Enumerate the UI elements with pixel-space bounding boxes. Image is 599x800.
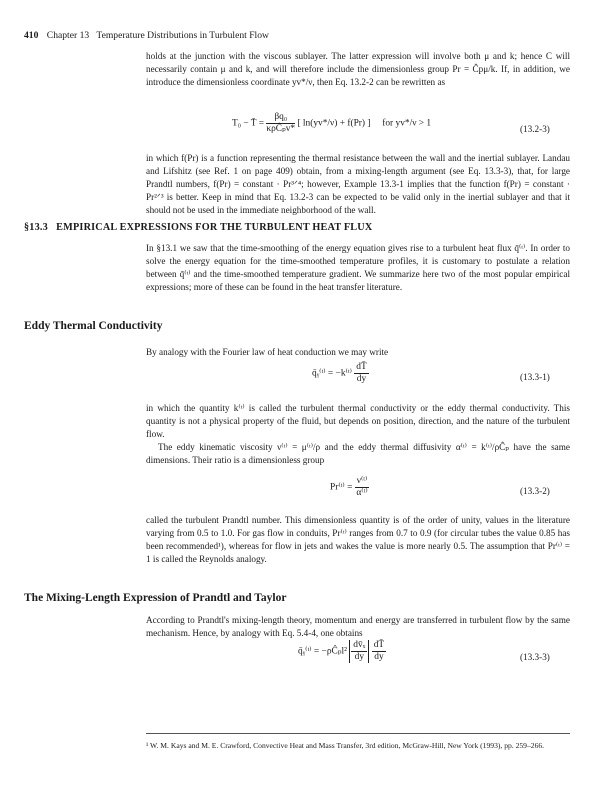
eq2-number: (13.3-1) xyxy=(520,372,550,382)
section-number: §13.3 xyxy=(24,222,48,233)
paragraph-mixing-length: According to Prandtl's mixing-length theory, momentum and energy are transferred in turbulent flow by the same mechanism. Hence, by analogy with Eq. 5.4-4, one obtains xyxy=(146,615,570,638)
eq2-fraction xyxy=(354,362,368,385)
paragraph-fpr: in which f(Pr) is a function representing the thermal resistance between the wall and the inertial sublayer. Landau and Lifshitz (see Ref. 1 on page 409) obtain, from a mixing-length argument (see Eq. 13.3-3), that, for large Prandtl numbers, f(Pr) = constant · Pr³ᐟ⁴; however, Example 13.3-1 implies that the function f(Pr) = constant · Pr²ᐟ³ is better. Keep in mind that Eq. 13.2-3 can be expected to be valid only in the inertial sublayer and that it should not be used in the immediate neighborhood of the wall. xyxy=(146,153,570,215)
eq4-lhs: q̄ᵧ⁽ᵗ⁾ = −ρĈₚl² xyxy=(298,646,347,657)
eq1-lhs: T₀ − T̄ = xyxy=(232,118,264,129)
paragraph-eddy-viscosity: The eddy kinematic viscosity ν⁽ᵗ⁾ = μ⁽ᵗ⁾/ρ and the eddy thermal diffusivity α⁽ᵗ⁾ = k⁽ᵗ⁾/ρĈₚ have the same dimensions. Their ratio is a dimensionless group xyxy=(146,442,570,465)
eq3-number: (13.3-2) xyxy=(520,486,550,496)
eq4-denominator: dy xyxy=(374,652,384,662)
paragraph-eddy-definition: in which the quantity k⁽ᵗ⁾ is called the turbulent thermal conductivity or the eddy thermal conductivity. This quantity is not a physical property of the fluid, but depends on position, direction, and the nature of the turbulent flow. xyxy=(146,403,570,439)
eq4-numerator: dT̄ xyxy=(373,640,385,650)
eq4-abs-denominator: dy xyxy=(354,652,365,662)
equation-13-3-2 xyxy=(330,476,369,499)
eq1-bracket: [ ln(yv*/ν) + f(Pr) ] xyxy=(297,118,371,129)
eq3-denominator: α⁽ᵗ⁾ xyxy=(356,488,368,498)
footnote: ¹ W. M. Kays and M. E. Crawford, Convective Heat and Mass Transfer, 3rd edition, McGraw-Hill, New York (1993), pp. 259–266. xyxy=(146,741,545,750)
subheading-eddy-conductivity: Eddy Thermal Conductivity xyxy=(24,320,163,332)
eq1-number: (13.2-3) xyxy=(520,124,550,134)
page-number: 410 xyxy=(24,30,39,41)
eq1-denominator: κρĈₚv* xyxy=(266,124,296,134)
eq1-condition: for yv*/ν > 1 xyxy=(382,118,432,129)
eq2-lhs: q̄ᵧ⁽ᵗ⁾ = −k⁽ᵗ⁾ xyxy=(312,368,352,379)
section-title: EMPIRICAL EXPRESSIONS FOR THE TURBULENT HEAT FLUX xyxy=(56,222,373,233)
paragraph-intro: holds at the junction with the viscous sublayer. The latter expression will involve both μ and k; hence C will necessarily contain μ and k, and will therefore include the dimensionless group Pr = Ĉpμ/k. If, in addition, we introduce the dimensionless coordinate yv*/ν, then Eq. 13.2-2 can be rewritten as xyxy=(146,51,570,87)
equation-13-3-3 xyxy=(298,640,386,663)
section-heading xyxy=(24,222,372,233)
eq1-numerator: βq₀ xyxy=(266,112,295,124)
eq3-fraction xyxy=(355,476,370,499)
paragraph-fourier: By analogy with the Fourier law of heat conduction we may write xyxy=(146,347,389,357)
paragraph-turbulent-prandtl: called the turbulent Prandtl number. This dimensionless quantity is of the order of unity, values in the literature varying from 0.5 to 1.0. For gas flow in conduits, Pr⁽ᵗ⁾ ranges from 0.7 to 0.9 (for circular tubes the value 0.85 has been recommended¹), whereas for flow in jets and wakes the value is more nearly 0.5. The assumption that Pr⁽ᵗ⁾ = 1 is called the Reynolds analogy. xyxy=(146,515,570,564)
subheading-mixing-length: The Mixing-Length Expression of Prandtl and Taylor xyxy=(24,592,287,604)
eq2-numerator: dT̄ xyxy=(356,362,367,372)
eq1-fraction xyxy=(266,112,295,135)
paragraph-heat-flux: In §13.1 we saw that the time-smoothing of the energy equation gives rise to a turbulent heat flux q̄⁽ᵗ⁾. In order to solve the energy equation for the time-smoothed temperature profiles, it is customary to postulate a relation between q̄⁽ᵗ⁾ and the time-smoothed temperature gradient. We summarize here two of the most popular empirical expressions; more of these can be found in the heat transfer literature. xyxy=(146,243,570,292)
footnote-rule xyxy=(146,733,570,734)
running-title: Temperature Distributions in Turbulent Flow xyxy=(96,30,269,41)
running-header xyxy=(24,30,269,41)
equation-13-2-3 xyxy=(232,112,431,135)
chapter-label: Chapter 13 xyxy=(46,30,90,41)
eq2-denominator: dy xyxy=(356,374,367,384)
eq4-absolute-value xyxy=(349,640,369,663)
eq3-lhs: Pr⁽ᵗ⁾ = xyxy=(330,482,353,493)
equation-13-3-1 xyxy=(312,362,369,385)
eq4-abs-fraction xyxy=(351,640,367,663)
eq4-fraction xyxy=(372,640,386,663)
eq4-number: (13.3-3) xyxy=(520,652,550,662)
eq4-abs-numerator: dv̄ₓ xyxy=(353,640,366,650)
eq3-numerator: ν⁽ᵗ⁾ xyxy=(356,476,368,486)
